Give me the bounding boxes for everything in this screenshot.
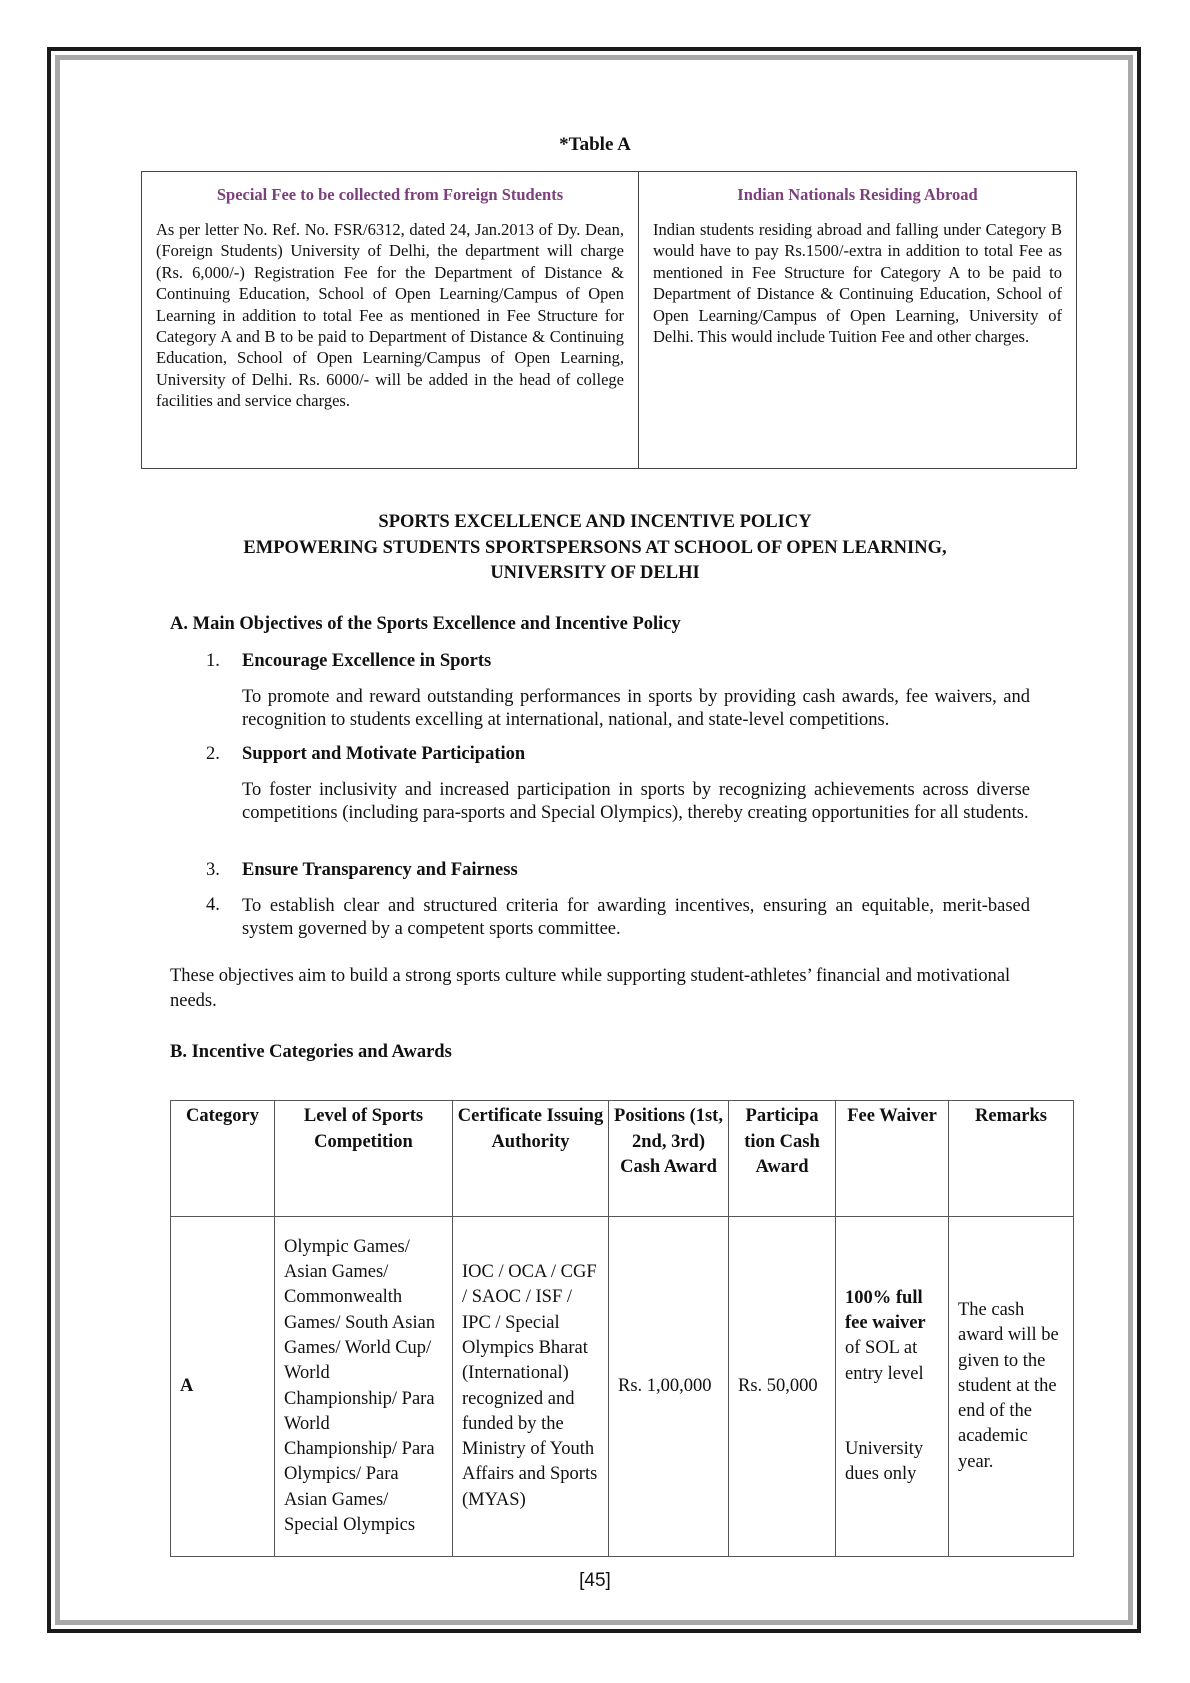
header-fee-waiver: Fee Waiver: [836, 1101, 949, 1217]
foreign-students-heading: Special Fee to be collected from Foreign Students: [216, 185, 564, 204]
objective-1-title: Encourage Excellence in Sports: [242, 651, 492, 671]
objective-1-body: To promote and reward outstanding performances in sports by providing cash awards, fee waivers, and recognition to students excelling at international, national, and state-level competitions.: [242, 687, 1030, 730]
objective-3-number: 3.: [206, 860, 220, 880]
objective-2-number: 2.: [206, 744, 220, 764]
objectives-closing-paragraph: These objectives aim to build a strong sports culture while supporting student-athletes’ financial and motivational needs.: [170, 966, 1011, 1011]
indian-nationals-column: [639, 172, 1076, 468]
cell-category: A: [171, 1217, 275, 1557]
cell-authority: IOC / OCA / CGF / SAOC / ISF / IPC / Special Olympics Bharat (International) recognized and funded by the Ministry of Youth Affairs and Sports (MYAS): [453, 1217, 609, 1557]
section-a-title: A. Main Objectives of the Sports Excellence and Incentive Policy: [170, 614, 681, 634]
cell-level: Olympic Games/ Asian Games/ Commonwealth Games/ South Asian Games/ World Cup/ World Championship/ Para World Championship/ Para Olympics/ Para Asian Games/ Special Olympics: [275, 1217, 453, 1557]
cell-position-award: Rs. 1,00,000: [609, 1217, 729, 1557]
table-a-title: *Table A: [559, 134, 631, 155]
foreign-students-column: [142, 172, 639, 468]
header-participation-award: Participa tion Cash Award: [729, 1101, 836, 1217]
header-position-award: Positions (1st, 2nd, 3rd) Cash Award: [609, 1101, 729, 1217]
table-header-row: [171, 1101, 1074, 1217]
policy-heading-line-1: SPORTS EXCELLENCE AND INCENTIVE POLICY: [378, 512, 812, 532]
policy-heading-line-3: UNIVERSITY OF DELHI: [490, 563, 700, 583]
fee-waiver-bold-text: 100% full fee waiver: [845, 1287, 926, 1333]
header-authority: Certificate Issuing Authority: [453, 1101, 609, 1217]
cell-remarks: The cash award will be given to the student at the end of the academic year.: [949, 1217, 1074, 1557]
fee-waiver-note: University dues only: [845, 1438, 924, 1485]
header-category: Category: [171, 1101, 275, 1217]
objective-4-number: 4.: [206, 895, 220, 915]
incentive-categories-table: [170, 1100, 1074, 1557]
indian-nationals-heading: Indian Nationals Residing Abroad: [737, 185, 978, 204]
foreign-students-text: As per letter No. Ref. No. FSR/6312, dated 24, Jan.2013 of Dy. Dean, (Foreign Students) University of Delhi, the department will charge (Rs. 6,000/-) Registration Fee for the Department of Distance & Continuing Education, School of Open Learning/Campus of Open Learning in addition to total Fee as mentioned in Fee Structure for Category A and B to be paid to Department of Distance & Continuing Education, School of Open Learning/Campus of Open Learning, University of Delhi. Rs. 6000/- will be added in the head of college facilities and service charges.: [156, 220, 624, 411]
cell-participation-award: Rs. 50,000: [729, 1217, 836, 1557]
objective-4-body: To establish clear and structured criteria for awarding incentives, ensuring an equitable, merit-based system governed by a competent sports committee.: [242, 896, 1030, 939]
indian-nationals-text: Indian students residing abroad and falling under Category B would have to pay Rs.1500/-extra in addition to total Fee as mentioned in Fee Structure for Category A to be paid to Department of Distance & Continuing Education, School of Open Learning/Campus of Open Learning, University of Delhi. This would include Tuition Fee and other charges.: [653, 220, 1062, 347]
header-remarks: Remarks: [949, 1101, 1074, 1217]
fee-waiver-text: of SOL at entry level: [845, 1338, 924, 1384]
objective-3-title: Ensure Transparency and Fairness: [242, 860, 518, 880]
policy-heading: [0, 510, 1190, 587]
policy-heading-line-2: EMPOWERING STUDENTS SPORTSPERSONS AT SCHOOL OF OPEN LEARNING,: [243, 537, 947, 558]
objective-1-number: 1.: [206, 651, 220, 671]
section-b-title: B. Incentive Categories and Awards: [170, 1042, 452, 1062]
objective-2-title: Support and Motivate Participation: [242, 744, 526, 764]
page-number: [45]: [579, 1570, 611, 1591]
cell-fee-waiver: [836, 1217, 949, 1557]
table-row: [171, 1217, 1074, 1557]
header-level: Level of Sports Competition: [275, 1101, 453, 1217]
table-a: [141, 171, 1077, 469]
objective-2-body: To foster inclusivity and increased participation in sports by recognizing achievements across diverse competitions (including para-sports and Special Olympics), thereby creating opportunities for all students.: [242, 780, 1030, 823]
